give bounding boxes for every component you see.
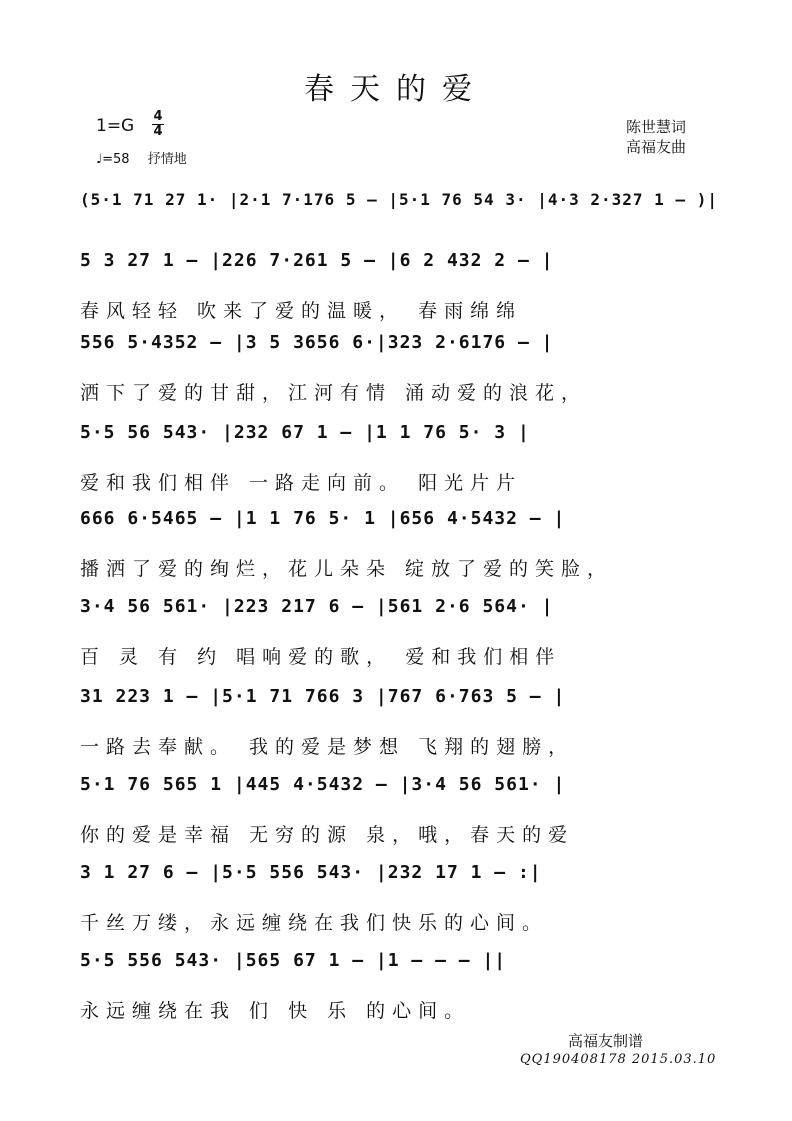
notation: 3 1 27 6 – |5·5 556 543· |232 17 1 – :| [80, 862, 542, 883]
notation: 5·5 556 543· |565 67 1 – |1 – – – || [80, 950, 507, 971]
time-signature-top: 4 [153, 109, 163, 124]
lyric-line: 一路去奉献。 我的爱是梦想 飞翔的翅膀， [80, 736, 575, 758]
notation: 5·1 76 565 1 |445 4·5432 – |3·4 56 561· | [80, 774, 566, 795]
notation: 5·5 56 543· |232 67 1 – |1 1 76 5· 3 | [80, 422, 530, 443]
lyric-line: 百 灵 有 约 唱响爱的歌， 爱和我们相伴 [80, 646, 562, 668]
score-line [0, 760, 792, 850]
score-line [0, 582, 792, 672]
score-line [0, 936, 792, 1026]
notation: 666 6·5465 – |1 1 76 5· 1 |656 4·5432 – | [80, 508, 566, 529]
tempo-value: ♩=58 [96, 152, 130, 167]
score-line [0, 848, 792, 938]
arranger-credit: 高福友制谱 [568, 1032, 644, 1050]
time-signature-bottom: 4 [153, 124, 163, 139]
composer-credit: 高福友曲 [626, 138, 687, 156]
notation: (5·1 71 27 1· |2·1 7·176 5 – |5·1 76 54 3· |4·3 2·327 1 – )| [80, 190, 718, 209]
score-line [0, 236, 792, 326]
lyric-line: 春风轻轻 吹来了爱的温暖， 春雨绵绵 [80, 300, 523, 322]
score-line [0, 494, 792, 584]
lyricist-credit: 陈世慧词 [626, 118, 687, 136]
score-line [0, 672, 792, 762]
score-line [0, 318, 792, 408]
time-signature [152, 110, 164, 139]
footer-note: QQ190408178 2015.03.10 [520, 1052, 717, 1067]
lyric-line: 播洒了爱的绚烂，花儿朵朵 绽放了爱的笑脸， [80, 558, 614, 580]
score-line [0, 408, 792, 498]
lyric-line: 千丝万缕，永远缠绕在我们快乐的心间。 [80, 912, 549, 934]
notation: 5 3 27 1 – |226 7·261 5 – |6 2 432 2 – | [80, 250, 554, 271]
lyric-line: 爱和我们相伴 一路走向前。 阳光片片 [80, 472, 523, 494]
expression-marking: 抒情地 [147, 152, 187, 167]
lyric-line: 洒下了爱的甘甜，江河有情 涌动爱的浪花， [80, 382, 588, 404]
notation: 556 5·4352 – |3 5 3656 6·|323 2·6176 – | [80, 332, 554, 353]
song-title: 春天的爱 [304, 72, 488, 107]
tempo-marking [96, 148, 187, 167]
notation: 3·4 56 561· |223 217 6 – |561 2·6 564· | [80, 596, 554, 617]
lyric-line: 永远缠绕在我 们 快 乐 的心间。 [80, 1000, 471, 1022]
notation: 31 223 1 – |5·1 71 766 3 |767 6·763 5 – | [80, 686, 566, 707]
key-signature: 1=G [96, 116, 135, 136]
lyric-line: 你的爱是幸福 无穷的源 泉，哦，春天的爱 [80, 824, 575, 846]
